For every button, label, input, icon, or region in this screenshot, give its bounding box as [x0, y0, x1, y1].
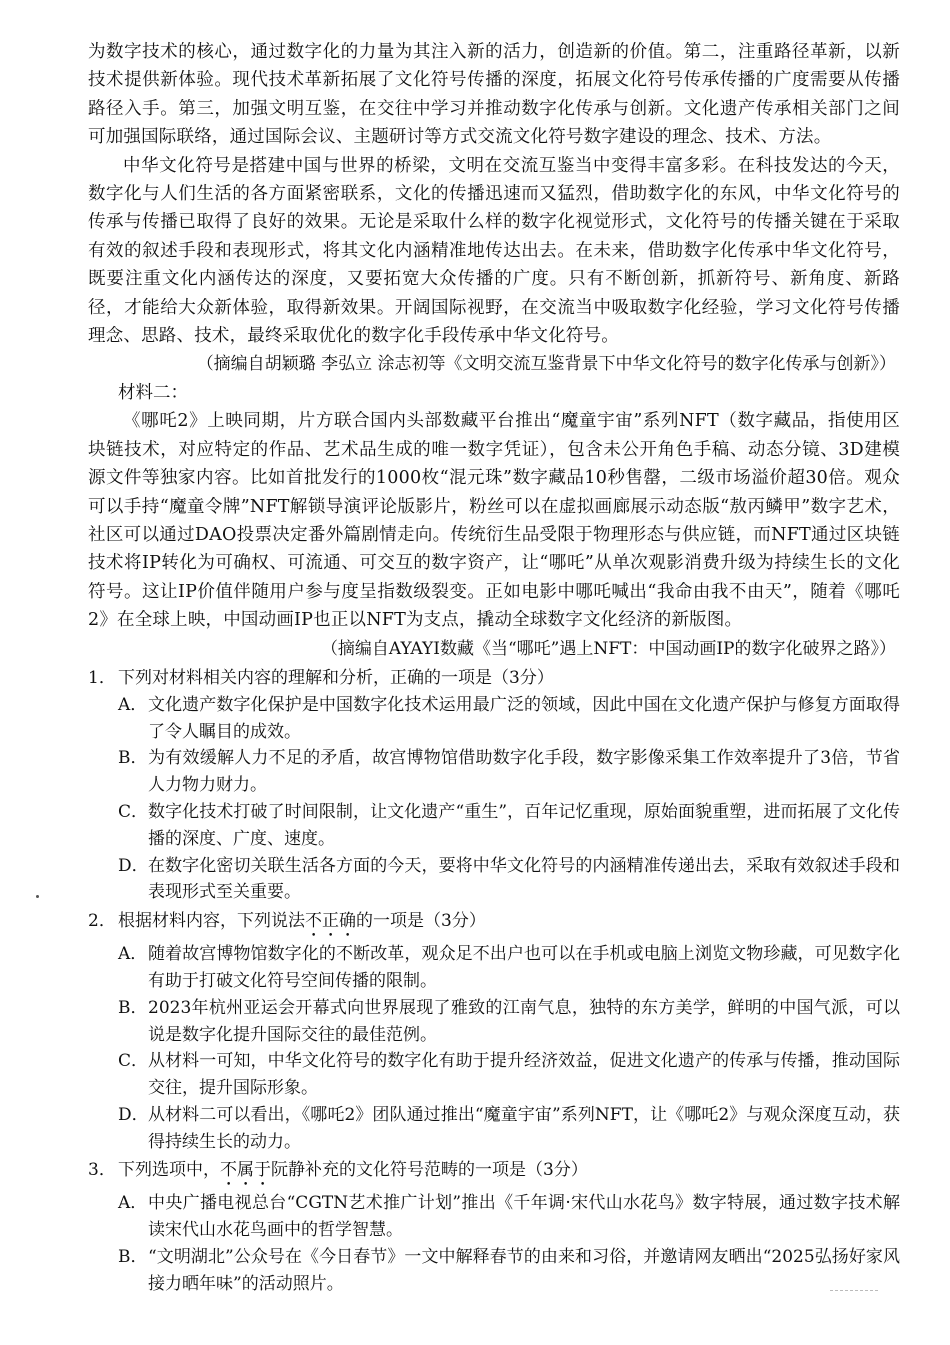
option-text: 中央广播电视总台“CGTN艺术推广计划”推出《千年调·宋代山水花鸟》数字特展，通过数字技术解读宋代山水花鸟画中的哲学智慧。	[148, 1193, 900, 1241]
option-3a[interactable]	[118, 1190, 900, 1244]
question-3	[88, 1157, 900, 1297]
question-text-post: 阮静补充的文化符号范畴的一项是（3分）	[271, 1160, 588, 1181]
passage-paragraph-3: 《哪吒2》上映同期，片方联合国内头部数藏平台推出“魔童宇宙”系列NFT（数字藏品，指使用区块链技术，对应特定的作品、艺术品生成的唯一数字凭证），包含未公开角色手稿、动态分镜、3D建模源文件等独家内容。比如首批发行的1000枚“混元珠”数字藏品10秒售罄，二级市场溢价超30倍。观众可以手持“魔童令牌”NFT解锁导演评论版影片，粉丝可以在虚拟画廊展示动态版“敖丙鳞甲”数字艺术，社区可以通过DAO投票决定番外篇剧情走向。传统衍生品受限于物理形态与供应链，而NFT通过区块链技术将IP转化为可确权、可流通、可交互的数字资产，让“哪吒”从单次观影消费升级为持续生长的文化符号。这让IP价值伴随用户参与度呈指数级裂变。正如电影中哪吒喊出“我命由我不由天”，随着《哪吒2》在全球上映，中国动画IP也正以NFT为支点，撬动全球数字文化经济的新版图。	[88, 411, 900, 631]
source-citation-1: （摘编自胡颖璐 李弘立 涂志初等《文明交流互鉴背景下中华文化符号的数字化传承与创新》）	[196, 354, 896, 375]
option-label: A．	[118, 944, 148, 965]
question-3-stem	[88, 1157, 900, 1190]
option-2a[interactable]	[118, 941, 900, 995]
option-text: 从材料二可以看出，《哪吒2》团队通过推出“魔童宇宙”系列NFT，让《哪吒2》与观众深度互动，获得持续生长的动力。	[148, 1104, 900, 1152]
option-label: B．	[118, 748, 148, 769]
question-text-post: 的一项是（3分）	[356, 911, 486, 932]
question-number: 3．	[88, 1160, 116, 1181]
option-text: “文明湖北”公众号在《今日春节》一文中解释春节的由来和习俗，并邀请网友晒出“2025弘扬好家风接力晒年味”的活动照片。	[148, 1247, 900, 1294]
option-1c[interactable]	[118, 799, 900, 853]
question-emphasis: 不属于	[220, 1160, 271, 1181]
option-text: 数字化技术打破了时间限制，让文化遗产“重生”，百年记忆重现，原始面貌重塑，进而拓展了文化传播的深度、广度、速度。	[148, 801, 900, 849]
scan-speck	[36, 895, 39, 898]
option-label: B．	[118, 1247, 148, 1268]
option-label: C．	[118, 801, 149, 822]
question-text: 下列对材料相关内容的理解和分析，正确的一项是（3分）	[118, 667, 554, 688]
option-label: A．	[118, 1193, 148, 1214]
question-text-pre: 根据材料内容，下列说法	[118, 911, 305, 932]
source-citation-2: （摘编自AYAYI数藏《当“哪吒”遇上NFT：中国动画IP的数字化破界之路》）	[320, 638, 896, 659]
passage-paragraph-1: 为数字技术的核心，通过数字化的力量为其注入新的活力，创造新的价值。第二，注重路径革新，以新技术提供新体验。现代技术革新拓展了文化符号传播的深度，拓展文化符号传承传播的广度需要从传播路径入手。第三，加强文明互鉴，在交往中学习并推动数字化传承与创新。文化遗产传承相关部门之间可加强国际联络，通过国际会议、主题研讨等方式交流文化符号数字建设的理念、技术、方法。	[88, 42, 900, 148]
option-text: 2023年杭州亚运会开幕式向世界展现了雅致的江南气息，独特的东方美学，鲜明的中国气派，可以说是数字化提升国际交往的最佳范例。	[148, 997, 900, 1045]
option-text: 随着故宫博物馆数字化的不断改革，观众足不出户也可以在手机或电脑上浏览文物珍藏，可见数字化有助于打破文化符号空间传播的限制。	[148, 944, 900, 991]
document-page	[88, 38, 900, 1298]
option-1d[interactable]	[118, 853, 900, 907]
question-number: 2．	[88, 911, 116, 932]
option-2d[interactable]	[118, 1102, 900, 1156]
passage-paragraph-2: 中华文化符号是搭建中国与世界的桥梁，文明在交流互鉴当中变得丰富多彩。在科技发达的今天，数字化与人们生活的各方面紧密联系，文化的传播迅速而又猛烈，借助数字化的东风，中华文化符号的传承与传播已取得了良好的效果。无论是采取什么样的数字化视觉形式，文化符号的传播关键在于采取有效的叙述手段和表现形式，将其文化内涵精准地传达出去。在未来，借助数字化传承中华文化符号，既要注重文化内涵传达的深度，又要拓宽大众传播的广度。只有不断创新，抓新符号、新角度、新路径，才能给大众新体验，取得新效果。开阔国际视野，在交流当中吸取数字化经验，学习文化符号传播理念、思路、技术，最终采取优化的数字化手段传承中华文化符号。	[88, 155, 900, 347]
option-1b[interactable]	[118, 745, 900, 799]
option-text: 文化遗产数字化保护是中国数字化技术运用最广泛的领域，因此中国在文化遗产保护与修复方面取得了令人瞩目的成效。	[148, 694, 900, 742]
question-2	[88, 908, 900, 1155]
question-1-stem	[88, 665, 900, 692]
option-label: B．	[118, 997, 148, 1018]
question-2-stem	[88, 908, 900, 941]
option-label: D．	[118, 855, 149, 876]
question-number: 1．	[88, 667, 116, 688]
question-1	[88, 665, 900, 906]
question-emphasis: 不正确	[305, 911, 356, 932]
option-text: 从材料一可知，中华文化符号的数字化有助于提升经济效益，促进文化遗产的传承与传播，推动国际交往，提升国际形象。	[148, 1051, 900, 1099]
material-2-title: 材料二：	[118, 382, 188, 403]
option-text: 为有效缓解人力不足的矛盾，故宫博物馆借助数字化手段，数字影像采集工作效率提升了3倍，节省人力物力财力。	[148, 748, 900, 796]
option-2c[interactable]	[118, 1048, 900, 1102]
option-label: A．	[118, 694, 148, 715]
scan-corner-mark	[830, 1290, 878, 1293]
option-1a[interactable]	[118, 692, 900, 746]
option-text: 在数字化密切关联生活各方面的今天，要将中华文化符号的内涵精准传递出去，采取有效叙述手段和表现形式至关重要。	[148, 855, 900, 903]
option-label: D．	[118, 1104, 149, 1125]
option-label: C．	[118, 1051, 149, 1072]
option-2b[interactable]	[118, 995, 900, 1049]
option-3b[interactable]	[118, 1244, 900, 1298]
question-text-pre: 下列选项中，	[118, 1160, 220, 1181]
